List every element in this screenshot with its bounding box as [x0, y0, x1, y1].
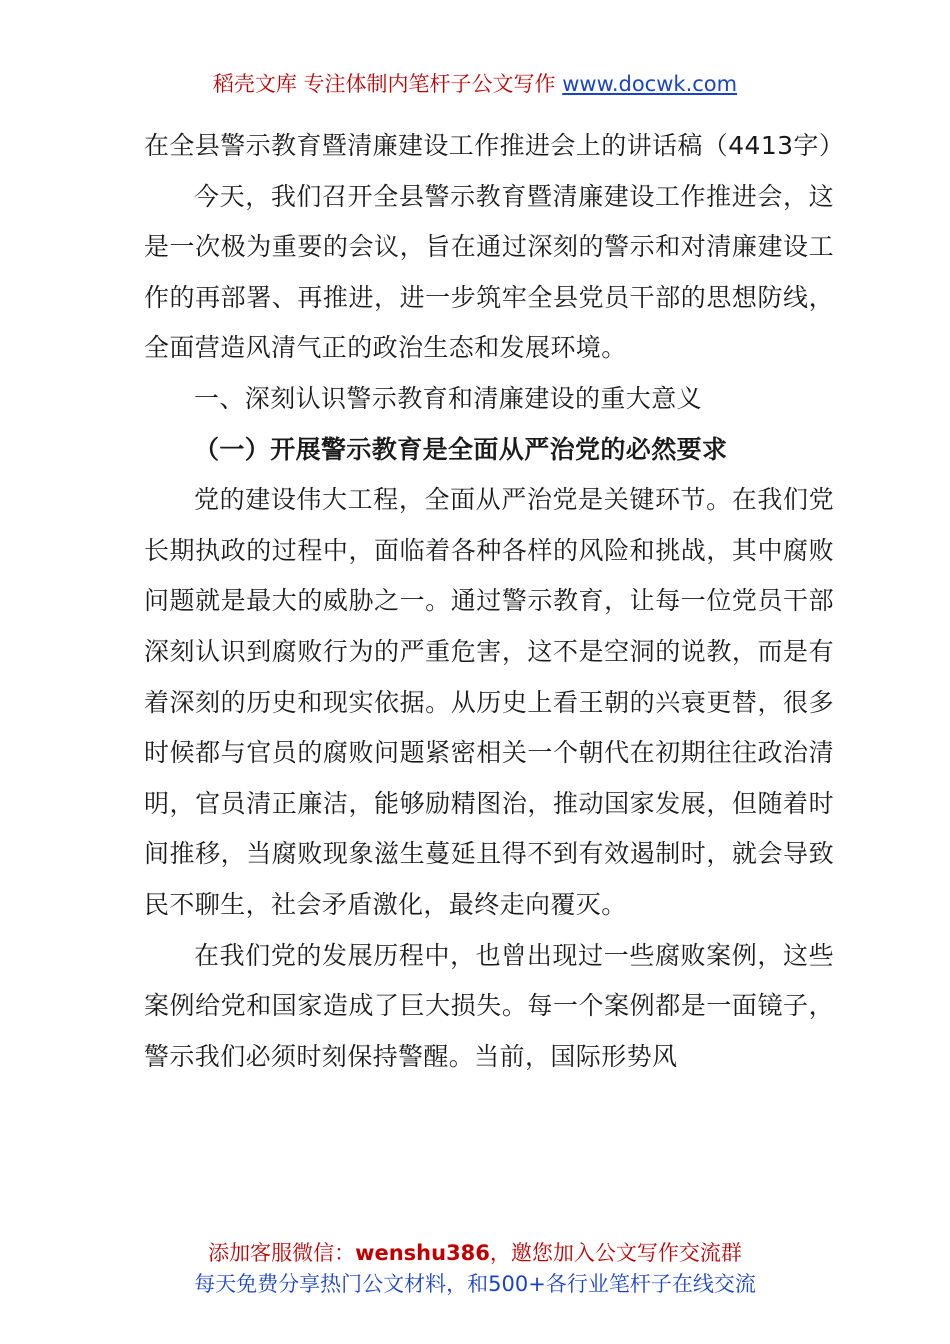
site-url-link[interactable]: www.docwk.com: [562, 72, 738, 96]
footer-promo-line: 每天免费分享热门公文材料，和500+各行业笔杆子在线交流: [194, 1272, 756, 1296]
subsection-heading-1: （一）开展警示教育是全面从严治党的必然要求: [194, 434, 728, 464]
paragraph-body-2: 在我们党的发展历程中，也曾出现过一些腐败案例，这些案例给党和国家造成了巨大损失。每一个案例都是一面镜子，警示我们必须时刻保持警醒。当前，国际形势风: [144, 940, 834, 1071]
footer-contact-prefix: 添加客服微信：: [208, 1241, 356, 1265]
promo-footer: [0, 1238, 950, 1300]
site-slogan: 稻壳文库 专注体制内笔杆子公文写作: [212, 72, 563, 96]
footer-contact-line: [0, 1238, 950, 1269]
wechat-id: wenshu386: [355, 1241, 490, 1265]
paragraph-intro: 今天，我们召开全县警示教育暨清廉建设工作推进会，这是一次极为重要的会议，旨在通过深刻的警示和对清廉建设工作的再部署、再推进，进一步筑牢全县党员干部的思想防线，全面营造风清气正的政治生态和发展环境。: [144, 181, 834, 363]
document-title: 在全县警示教育暨清廉建设工作推进会上的讲话稿（4413字）: [144, 131, 845, 160]
document-body: [144, 121, 845, 1082]
paragraph-body-1: 党的建设伟大工程，全面从严治党是关键环节。在我们党长期执政的过程中，面临着各种各样的风险和挑战，其中腐败问题就是最大的威胁之一。通过警示教育，让每一位党员干部深刻认识到腐败行为的严重危害，这不是空洞的说教，而是有着深刻的历史和现实依据。从历史上看王朝的兴衰更替，很多时候都与官员的腐败问题紧密相关一个朝代在初期往往政治清明，官员清正廉洁，能够励精图治，推动国家发展，但随着时间推移，当腐败现象滋生蔓延且得不到有效遏制时，就会导致民不聊生，社会矛盾激化，最终走向覆灭。: [144, 485, 834, 919]
section-heading-1: 一、深刻认识警示教育和清廉建设的重大意义: [194, 383, 703, 413]
footer-contact-suffix: ，邀您加入公文写作交流群: [489, 1241, 742, 1265]
site-header: [0, 68, 950, 100]
